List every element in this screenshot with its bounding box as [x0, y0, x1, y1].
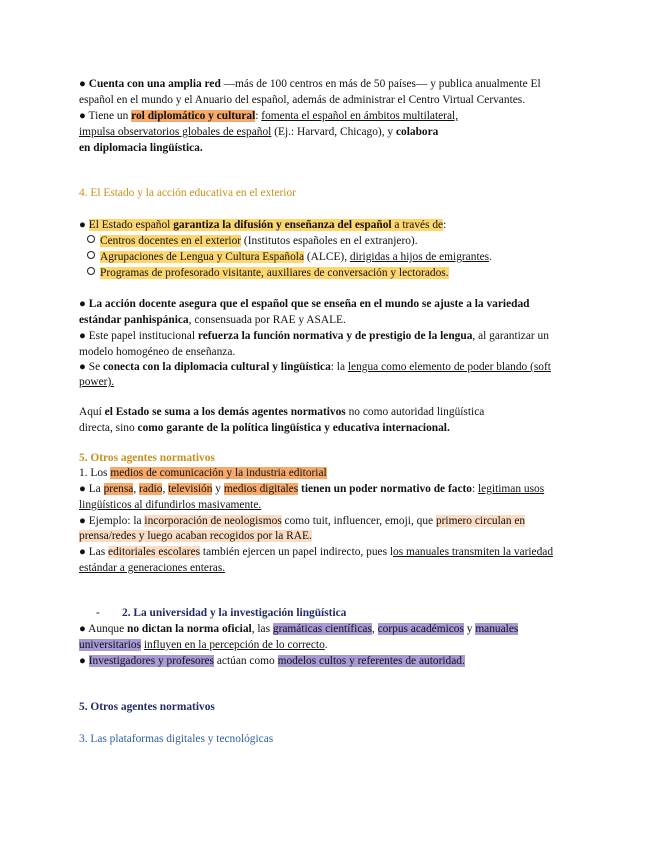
p5-line-4	[79, 514, 525, 529]
bold-text: en diplomacia lingüística.	[79, 142, 203, 154]
p3-line-2	[79, 313, 346, 328]
p1-line-3	[79, 109, 458, 124]
highlight: El Estado español	[88, 219, 174, 231]
underlined-text: dirigidas a hijos de emigrantes	[349, 251, 490, 263]
text: :	[472, 483, 479, 495]
section-heading-5-repeat: 5. Otros agentes normativos	[79, 701, 215, 713]
highlight: Centros docentes en el exterior	[100, 235, 242, 247]
underlined-text: estándar a generaciones enteras.	[79, 562, 226, 574]
text: , consensuada por RAE y ASALE.	[188, 314, 346, 326]
p3-line-1	[79, 297, 530, 312]
underlined-text: lengua como elemento de poder blando (soft	[347, 361, 551, 373]
p3-line-6	[79, 375, 114, 390]
text: .	[324, 639, 328, 651]
text: ● Aunque	[79, 623, 128, 635]
p5-line-6	[79, 545, 553, 560]
text: ● La	[79, 483, 104, 495]
bold-text: refuerza la función normativa y de prestigio de la lengua	[197, 330, 473, 342]
underlined-text: impulsa observatorios globales de español	[79, 126, 272, 138]
p3-line-4: modelo homogéneo de enseñanza.	[79, 346, 236, 358]
text: 1. Los	[79, 467, 111, 479]
highlight: medios digitales	[223, 483, 299, 495]
highlight: prensa	[103, 483, 134, 495]
bold-text: conecta con la diplomacia cultural y lingüística	[102, 361, 331, 373]
highlight: garantiza la difusión y enseñanza del español	[173, 219, 392, 231]
text: —más de 100 centros en más de 50 países— y publica anualmente El	[220, 78, 541, 90]
highlight: Agrupaciones de Lengua y Cultura Española	[100, 251, 305, 263]
text: y	[212, 483, 224, 495]
text: (Ej.: Harvard, Chicago), y	[271, 126, 396, 138]
p6-line-3	[79, 654, 465, 669]
bold-text: no dictan la norma oficial	[127, 623, 252, 635]
highlight: universitarios	[79, 639, 142, 651]
text: directa, sino	[79, 422, 138, 434]
circle-bullet-icon	[87, 251, 95, 259]
highlight: a través de	[391, 219, 444, 231]
p5-line-1	[79, 466, 327, 481]
p5-line-3	[79, 498, 261, 513]
text: ● Tiene un	[79, 110, 132, 122]
subsection-heading-platforms: 3. Las plataformas digitales y tecnológicas	[79, 733, 274, 745]
text: :	[255, 110, 262, 122]
highlight: televisión	[168, 483, 213, 495]
section-heading-5: 5. Otros agentes normativos	[79, 452, 215, 464]
p5-line-2	[79, 482, 544, 497]
highlight: corpus académicos	[377, 623, 464, 635]
highlight: Investigadores y profesores	[88, 655, 214, 667]
heading-text: 2. La universidad y la investigación lingüística	[122, 607, 347, 619]
bullet: ●	[79, 78, 89, 90]
highlight: medios de comunicación y la industria editorial	[110, 467, 327, 479]
bold-text: estándar panhispánica	[79, 314, 189, 326]
circle-bullet-icon	[87, 235, 95, 243]
p2-subitem-3	[87, 266, 449, 281]
bold-text: el Estado se suma a los demás agentes normativos	[104, 406, 346, 418]
bold-text: Cuenta con una amplia red	[88, 78, 221, 90]
p4-line-1	[79, 405, 484, 420]
p1-line-5	[79, 141, 203, 156]
text: ,	[133, 483, 140, 495]
bullet: ●	[79, 219, 89, 231]
p1-line-4	[79, 125, 438, 140]
highlight: editoriales escolares	[108, 546, 201, 558]
text: ● Este papel institucional	[79, 330, 198, 342]
text: :	[443, 219, 447, 231]
highlight: rol diplomático y cultural	[131, 110, 256, 122]
text: ● Las	[79, 546, 109, 558]
p3-line-3	[79, 329, 549, 344]
text: .	[489, 251, 492, 263]
text: y	[463, 623, 476, 635]
highlight: incorporación de neologismos	[144, 515, 282, 527]
highlight: prensa/redes y luego acaban recogidos por la RAE.	[79, 530, 312, 542]
text: (Institutos españoles en el extranjero).	[241, 235, 418, 247]
dash: -	[96, 607, 100, 619]
p2-line-1	[79, 218, 446, 233]
bold-text: ● La acción docente asegura que el español que se enseña en el mundo se ajuste a la variedad	[79, 298, 530, 310]
circle-bullet-icon	[87, 267, 95, 275]
underlined-text: power).	[79, 376, 115, 388]
underlined-text: fomenta el español en ámbitos multilateral,	[261, 110, 459, 122]
underlined-text: legitiman usos	[478, 483, 545, 495]
highlight: primero circulan en	[435, 515, 526, 527]
text: no como autoridad lingüística	[345, 406, 485, 418]
p6-line-1	[79, 622, 518, 637]
text: ,	[162, 483, 169, 495]
text: actúan como	[214, 655, 278, 667]
p3-line-5	[79, 360, 551, 375]
text: como tuit, influencer, emoji, que	[281, 515, 436, 527]
bold-text: tienen un poder normativo de facto	[298, 483, 472, 495]
text: ● Ejemplo: la	[79, 515, 145, 527]
p2-subitem-1	[87, 234, 418, 249]
underlined-text: lingüísticos al difundirlos masivamente.	[79, 499, 262, 511]
text: , las	[251, 623, 273, 635]
text: ,	[371, 623, 378, 635]
subsection-heading-university	[96, 606, 346, 621]
p1-line-1	[79, 77, 541, 92]
p5-line-5	[79, 529, 312, 544]
highlight: gramáticas científicas	[272, 623, 372, 635]
p1-line-2: español en el mundo y el Anuario del español, además de administrar el Centro Virtual Cervantes.	[79, 94, 526, 106]
p2-subitem-2	[87, 250, 492, 265]
highlight: Programas de profesorado visitante, auxiliares de conversación y lectorados.	[100, 267, 449, 279]
text: : la	[330, 361, 348, 373]
p4-line-2	[79, 421, 450, 436]
highlight: radio	[139, 483, 163, 495]
bullet: ●	[79, 655, 89, 667]
p5-line-7	[79, 561, 225, 576]
text: (ALCE),	[304, 251, 350, 263]
text: ● Se	[79, 361, 103, 373]
underlined-text: influyen en la percepción de lo correcto	[143, 639, 325, 651]
text: también ejercen un papel indirecto, pues l	[200, 546, 394, 558]
bold-text: colabora	[395, 126, 439, 138]
text: , al garantizar un	[472, 330, 549, 342]
p6-line-2	[79, 638, 328, 653]
text: Aquí	[79, 406, 105, 418]
bold-text: como garante de la política lingüística y educativa internacional.	[137, 422, 450, 434]
underlined-text: os manuales transmiten la variedad	[393, 546, 554, 558]
highlight: manuales	[475, 623, 519, 635]
highlight: modelos cultos y referentes de autoridad.	[277, 655, 465, 667]
section-heading-4: 4. El Estado y la acción educativa en el exterior	[79, 187, 296, 199]
